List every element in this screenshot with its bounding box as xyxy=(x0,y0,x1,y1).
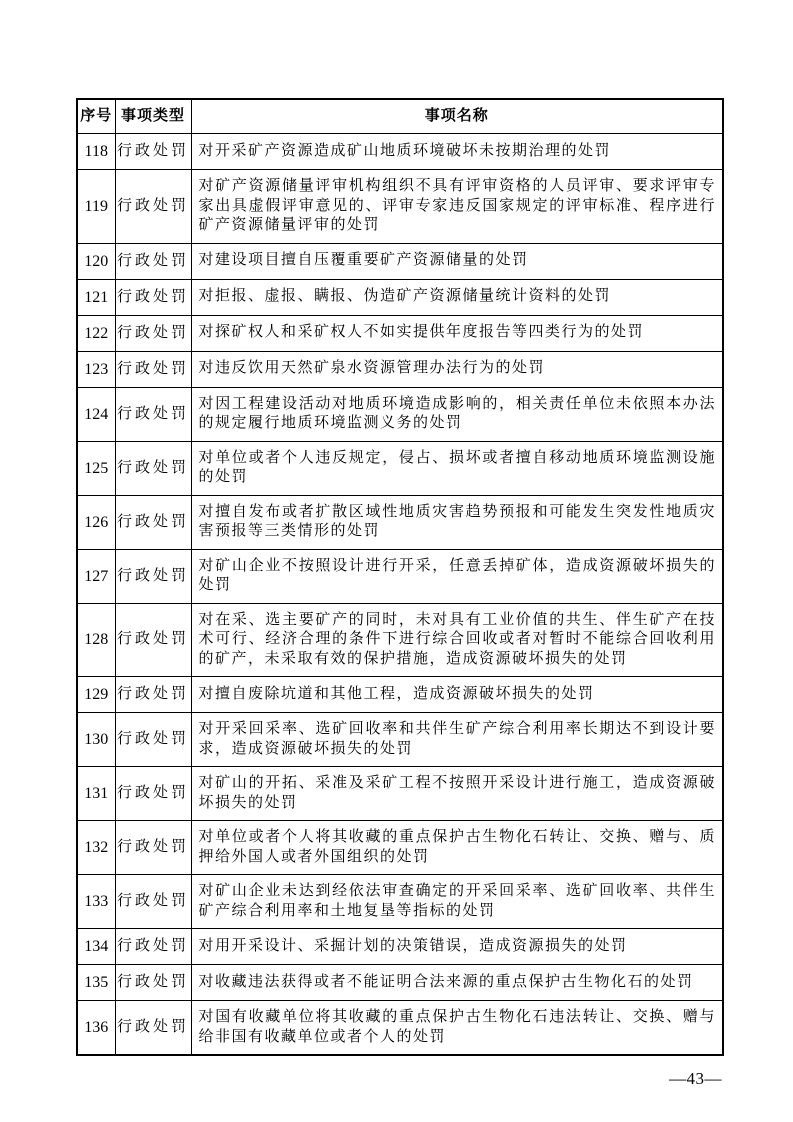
row-item-type: 行政处罚 xyxy=(115,767,191,821)
header-serial-number: 序号 xyxy=(77,99,115,134)
row-serial-number: 118 xyxy=(77,134,115,170)
row-item-type: 行政处罚 xyxy=(115,1001,191,1056)
table-row xyxy=(77,713,723,767)
row-item-type: 行政处罚 xyxy=(115,315,191,351)
row-item-name: 对单位或者个人将其收藏的重点保护古生物化石转让、交换、赠与、质押给外国人或者外国组织的处罚 xyxy=(191,821,723,875)
row-serial-number: 120 xyxy=(77,243,115,279)
header-item-name: 事项名称 xyxy=(191,99,723,134)
row-item-name: 对因工程建设活动对地质环境造成影响的，相关责任单位未依照本办法的规定履行地质环境监测义务的处罚 xyxy=(191,387,723,441)
row-serial-number: 130 xyxy=(77,713,115,767)
row-serial-number: 133 xyxy=(77,875,115,929)
row-serial-number: 132 xyxy=(77,821,115,875)
row-item-type: 行政处罚 xyxy=(115,279,191,315)
row-item-name: 对国有收藏单位将其收藏的重点保护古生物化石违法转让、交换、赠与给非国有收藏单位或者个人的处罚 xyxy=(191,1001,723,1056)
row-item-type: 行政处罚 xyxy=(115,929,191,965)
row-item-type: 行政处罚 xyxy=(115,603,191,677)
row-item-name: 对违反饮用天然矿泉水资源管理办法行为的处罚 xyxy=(191,351,723,387)
table-row xyxy=(77,929,723,965)
table-row xyxy=(77,134,723,170)
table-row xyxy=(77,495,723,549)
row-item-type: 行政处罚 xyxy=(115,713,191,767)
row-item-name: 对矿山企业不按照设计进行开采，任意丢掉矿体，造成资源破坏损失的处罚 xyxy=(191,549,723,603)
row-item-name: 对收藏违法获得或者不能证明合法来源的重点保护古生物化石的处罚 xyxy=(191,965,723,1001)
row-serial-number: 123 xyxy=(77,351,115,387)
row-serial-number: 127 xyxy=(77,549,115,603)
row-item-type: 行政处罚 xyxy=(115,677,191,713)
row-item-name: 对开采回采率、选矿回收率和共伴生矿产综合利用率长期达不到设计要求，造成资源破坏损失的处罚 xyxy=(191,713,723,767)
row-serial-number: 131 xyxy=(77,767,115,821)
row-item-type: 行政处罚 xyxy=(115,549,191,603)
row-item-name: 对用开采设计、采掘计划的决策错误，造成资源损失的处罚 xyxy=(191,929,723,965)
table-row xyxy=(77,965,723,1001)
row-item-name: 对矿山企业未达到经依法审查确定的开采回采率、选矿回收率、共伴生矿产综合利用率和土地复垦等指标的处罚 xyxy=(191,875,723,929)
row-item-name: 对开采矿产资源造成矿山地质环境破坏未按期治理的处罚 xyxy=(191,134,723,170)
table-row xyxy=(77,821,723,875)
row-serial-number: 128 xyxy=(77,603,115,677)
table-row xyxy=(77,767,723,821)
row-serial-number: 136 xyxy=(77,1001,115,1056)
row-item-type: 行政处罚 xyxy=(115,351,191,387)
table-row xyxy=(77,387,723,441)
row-item-type: 行政处罚 xyxy=(115,170,191,244)
row-item-type: 行政处罚 xyxy=(115,965,191,1001)
row-item-name: 对擅自发布或者扩散区域性地质灾害趋势预报和可能发生突发性地质灾害预报等三类情形的处罚 xyxy=(191,495,723,549)
row-item-type: 行政处罚 xyxy=(115,387,191,441)
row-serial-number: 126 xyxy=(77,495,115,549)
table-row xyxy=(77,875,723,929)
row-serial-number: 125 xyxy=(77,441,115,495)
items-table xyxy=(76,98,724,1056)
table-header-row xyxy=(77,99,723,134)
table-row xyxy=(77,549,723,603)
row-item-name: 对建设项目擅自压覆重要矿产资源储量的处罚 xyxy=(191,243,723,279)
row-item-name: 对拒报、虚报、瞒报、伪造矿产资源储量统计资料的处罚 xyxy=(191,279,723,315)
page-number: —43— xyxy=(669,1069,722,1088)
row-item-name: 对矿产资源储量评审机构组织不具有评审资格的人员评审、要求评审专家出具虚假评审意见的、评审专家违反国家规定的评审标准、程序进行矿产资源储量评审的处罚 xyxy=(191,170,723,244)
table-row xyxy=(77,170,723,244)
header-item-type: 事项类型 xyxy=(115,99,191,134)
table-row xyxy=(77,603,723,677)
table-row xyxy=(77,677,723,713)
row-item-name: 对单位或者个人违反规定，侵占、损坏或者擅自移动地质环境监测设施的处罚 xyxy=(191,441,723,495)
table-row xyxy=(77,1001,723,1056)
row-item-name: 对擅自废除坑道和其他工程，造成资源破坏损失的处罚 xyxy=(191,677,723,713)
table-row xyxy=(77,243,723,279)
row-item-name: 对探矿权人和采矿权人不如实提供年度报告等四类行为的处罚 xyxy=(191,315,723,351)
table-row xyxy=(77,315,723,351)
table-row xyxy=(77,351,723,387)
row-item-type: 行政处罚 xyxy=(115,821,191,875)
row-item-type: 行政处罚 xyxy=(115,134,191,170)
row-item-type: 行政处罚 xyxy=(115,875,191,929)
row-serial-number: 122 xyxy=(77,315,115,351)
row-serial-number: 135 xyxy=(77,965,115,1001)
table-row xyxy=(77,279,723,315)
row-serial-number: 124 xyxy=(77,387,115,441)
row-serial-number: 134 xyxy=(77,929,115,965)
row-item-type: 行政处罚 xyxy=(115,495,191,549)
row-serial-number: 119 xyxy=(77,170,115,244)
table-body xyxy=(77,134,723,1056)
row-item-name: 对在采、选主要矿产的同时，未对具有工业价值的共生、伴生矿产在技术可行、经济合理的条件下进行综合回收或者对暂时不能综合回收利用的矿产，未采取有效的保护措施，造成资源破坏损失的处罚 xyxy=(191,603,723,677)
row-item-type: 行政处罚 xyxy=(115,441,191,495)
row-serial-number: 129 xyxy=(77,677,115,713)
row-item-type: 行政处罚 xyxy=(115,243,191,279)
table-row xyxy=(77,441,723,495)
row-serial-number: 121 xyxy=(77,279,115,315)
row-item-name: 对矿山的开拓、采准及采矿工程不按照开采设计进行施工，造成资源破坏损失的处罚 xyxy=(191,767,723,821)
